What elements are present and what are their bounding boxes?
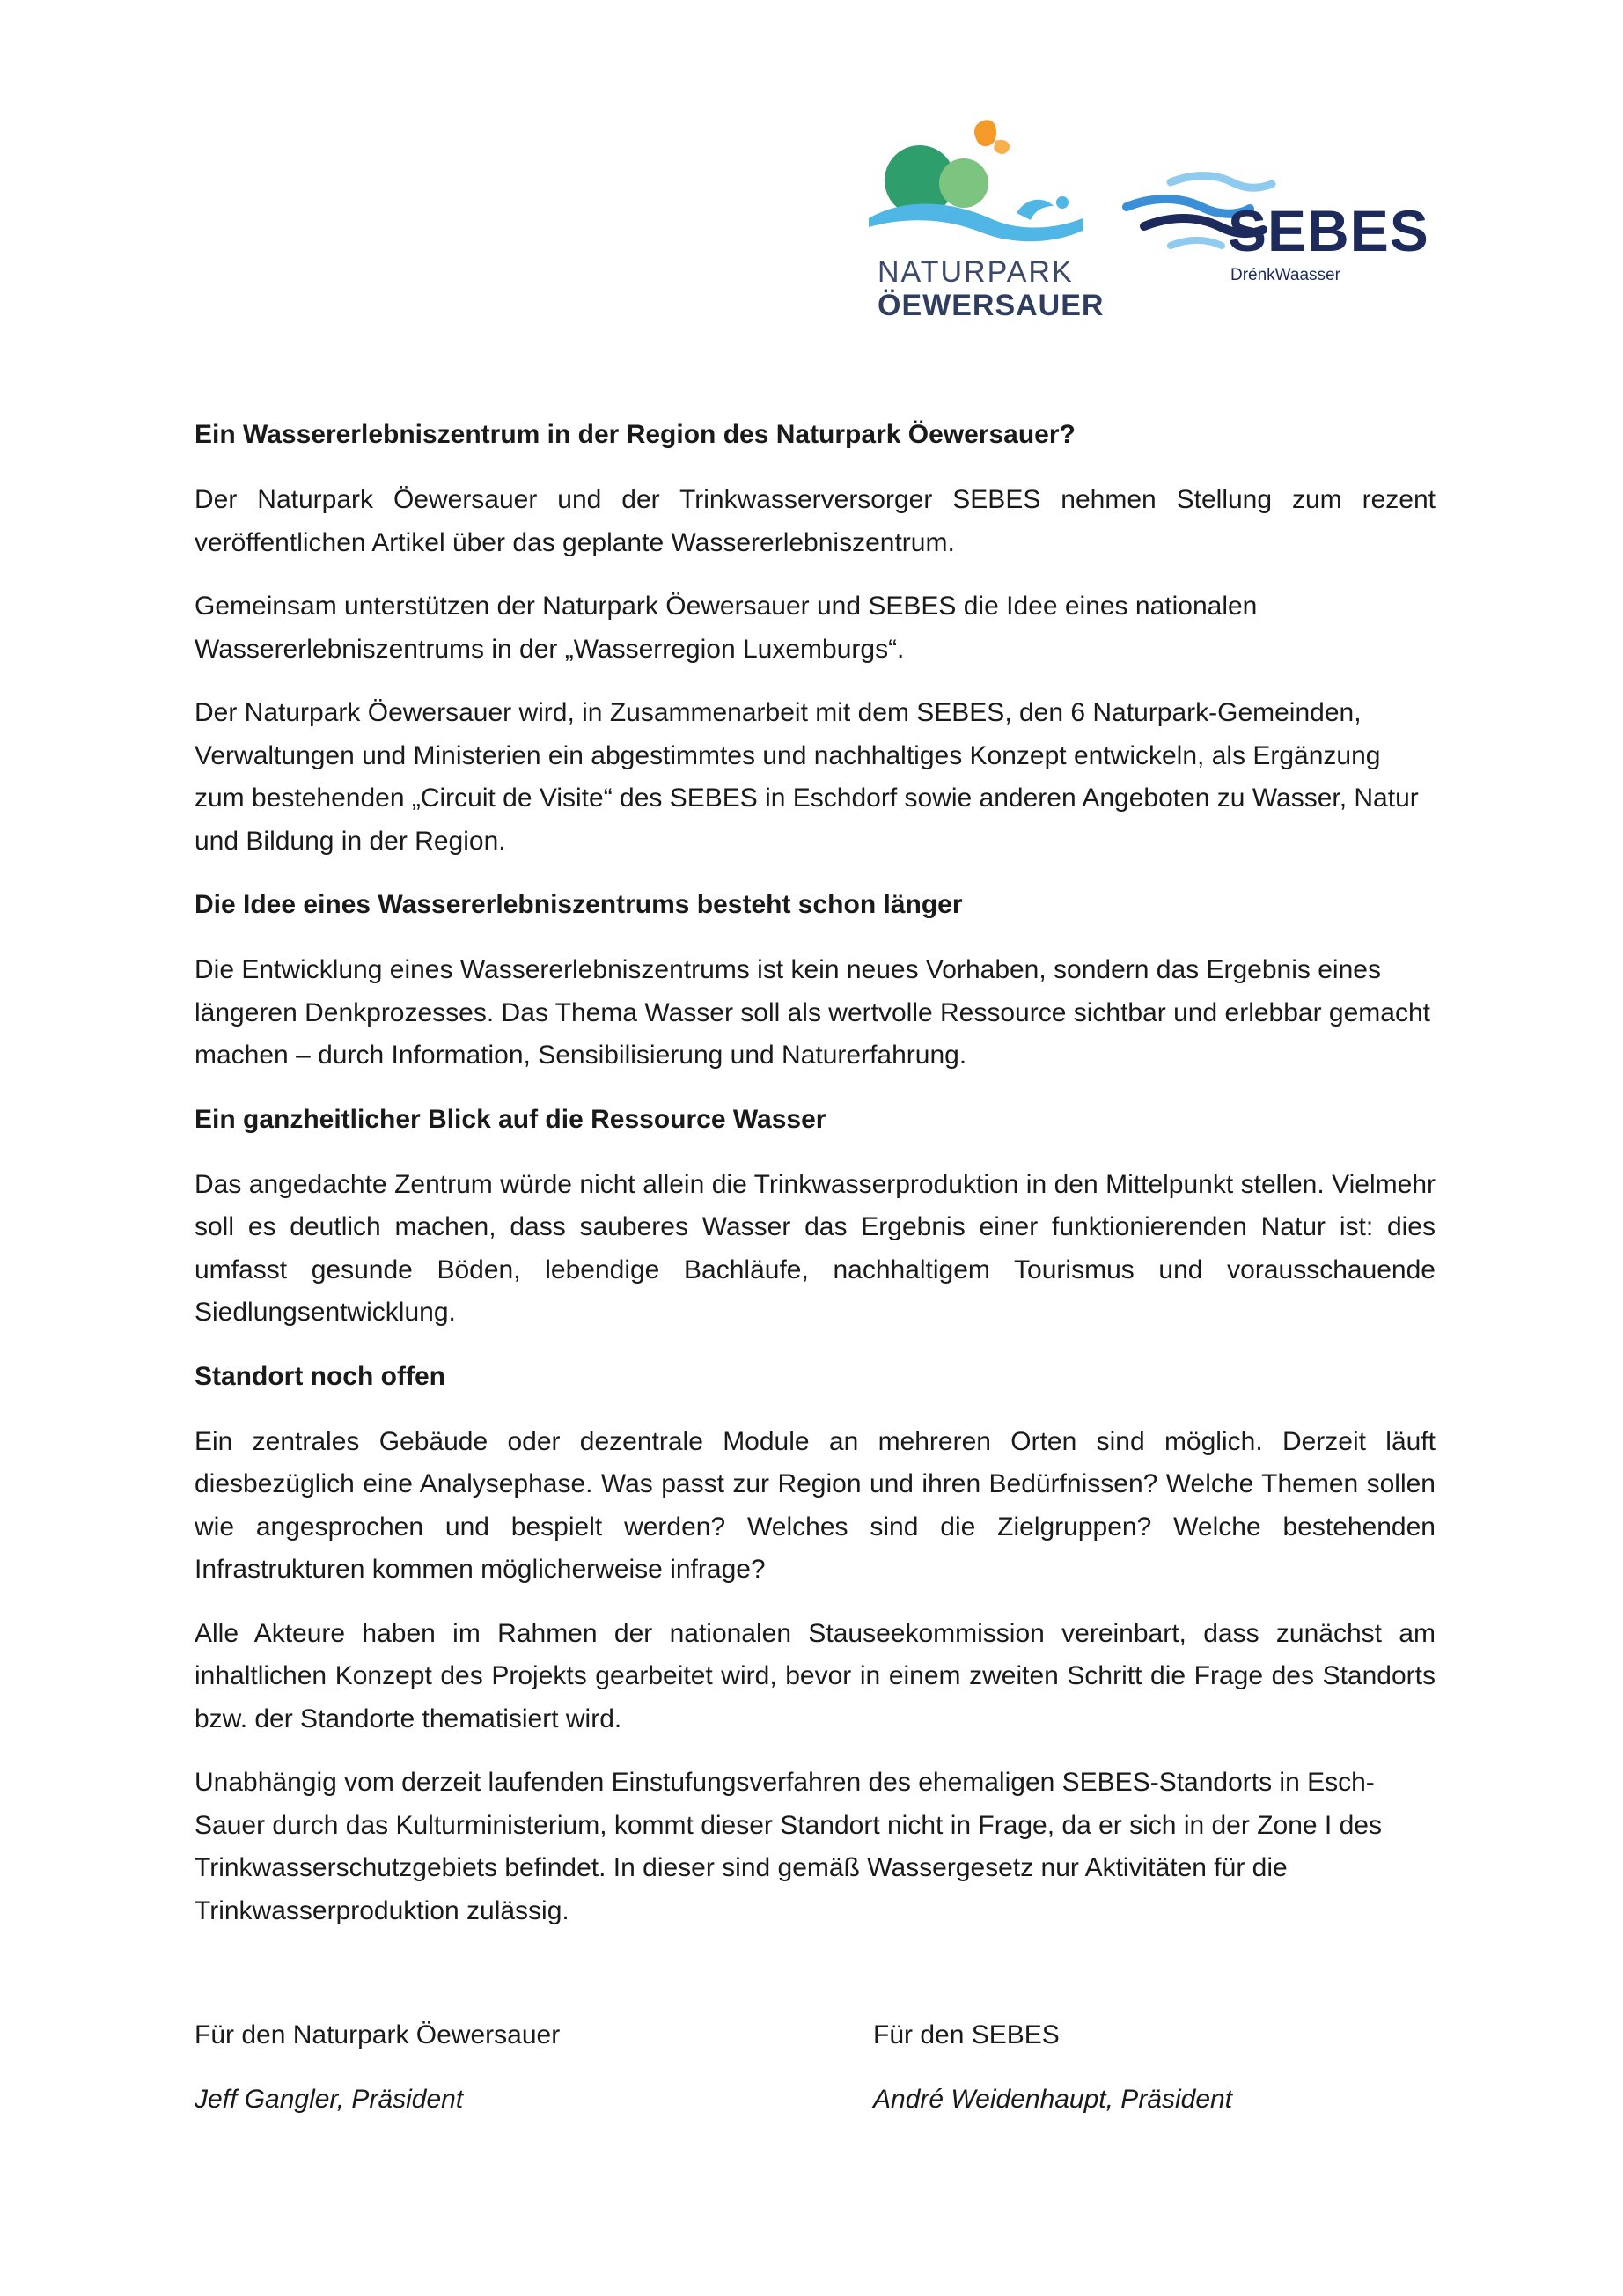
intro-paragraph-3: Der Naturpark Öewersauer wird, in Zusammenarbeit mit dem SEBES, den 6 Naturpark-Gemeinden, Verwaltungen und Ministerien ein abgestimmtes und nachhaltiges Konzept entwickeln, als Ergänzung zum bestehenden „Circuit de Visite“ des SEBES in Eschdorf sowie anderen Angeboten zu Wasser, Natur und Bildung in der Region. — [195, 698, 1419, 856]
signature-naturpark — [195, 2014, 560, 2121]
wave-splash — [1017, 200, 1054, 220]
naturpark-emblem — [867, 114, 1096, 255]
sebes-tagline: DrénkWaasser — [1230, 266, 1340, 284]
butterfly-wing-lower — [994, 140, 1010, 154]
signature-org: Für den SEBES — [873, 2020, 1060, 2049]
signature-sebes — [873, 2014, 1232, 2121]
section-holistic-paragraph: Das angedachte Zentrum würde nicht allein die Trinkwasserproduktion in den Mittelpunkt stellen. Vielmehr soll es deutlich machen, dass sauberes Wasser das Ergebnis einer funktionierenden Natur ist: dies umfasst gesunde Böden, lebendige Bachläufe, nachhaltigem Tourismus und vorausschauende Siedlungsentwicklung. — [195, 1169, 1436, 1327]
sebes-logo — [1118, 172, 1429, 295]
document-body — [195, 414, 1436, 1954]
section-location-paragraph-3: Unabhängig vom derzeit laufenden Einstufungsverfahren des ehemaligen SEBES-Standorts in Esch-Sauer durch das Kulturministerium, kommt dieser Standort nicht in Frage, da er sich in der Zone I des Trinkwasserschutzgebiets befindet. In dieser sind gemäß Wassergesetz nur Aktivitäten für die Trinkwasserproduktion zulässig. — [195, 1768, 1382, 1925]
signature-org: Für den Naturpark Öewersauer — [195, 2020, 561, 2049]
signature-name: Jeff Gangler, Präsident — [195, 2085, 464, 2114]
wave-shape — [869, 204, 1083, 242]
water-drop — [1056, 196, 1069, 209]
naturpark-wordmark — [878, 257, 1104, 320]
butterfly-wing-upper — [974, 120, 996, 146]
section-location-paragraph-2: Alle Akteure haben im Rahmen der nationalen Stauseekommission vereinbart, dass zunächst am inhaltlichen Konzept des Projekts gearbeitet wird, bevor in einem zweiten Schritt die Frage des Standorts bzw. der Standorte thematisiert wird. — [195, 1618, 1436, 1733]
document-title: Ein Wassererlebniszentrum in der Region des Naturpark Öewersauer? — [195, 420, 1076, 449]
intro-paragraph-1: Der Naturpark Öewersauer und der Trinkwasserversorger SEBES nehmen Stellung zum rezent veröffentlichen Artikel über das geplante Wassererlebniszentrum. — [195, 485, 1436, 557]
naturpark-wordmark-line1: NATURPARK — [878, 255, 1074, 289]
section-heading-location: Standort noch offen — [195, 1361, 445, 1391]
section-location-paragraph-1: Ein zentrales Gebäude oder dezentrale Module an mehreren Orten sind möglich. Derzeit läuft diesbezüglich eine Analysephase. Was passt zur Region und ihren Bedürfnissen? Welche Themen sollen wie angesprochen und bespielt werden? Welches sind die Zielgruppen? Welche bestehenden Infrastrukturen kommen möglicherweise infrage? — [195, 1426, 1436, 1584]
section-heading-holistic: Ein ganzheitlicher Blick auf die Ressource Wasser — [195, 1104, 826, 1134]
signature-name: André Weidenhaupt, Präsident — [873, 2085, 1233, 2114]
section-heading-history: Die Idee eines Wassererlebniszentrums besteht schon länger — [195, 890, 963, 919]
section-history-paragraph: Die Entwicklung eines Wassererlebniszentrums ist kein neues Vorhaben, sondern das Ergebnis eines längeren Denkprozesses. Das Thema Wasser soll als wertvolle Ressource sichtbar und erlebbar gemacht machen – durch Information, Sensibilisierung und Naturerfahrung. — [195, 955, 1430, 1070]
naturpark-wordmark-line2: ÖEWERSAUER — [878, 289, 1105, 322]
sebes-wordmark: SEBES — [1228, 198, 1429, 263]
naturpark-logo — [867, 114, 1105, 335]
intro-paragraph-2: Gemeinsam unterstützen der Naturpark Öewersauer und SEBES die Idee eines nationalen Wassererlebniszentrums in der „Wasserregion Luxemburgs“. — [195, 592, 1258, 664]
light-green-hill-circle — [939, 158, 988, 208]
